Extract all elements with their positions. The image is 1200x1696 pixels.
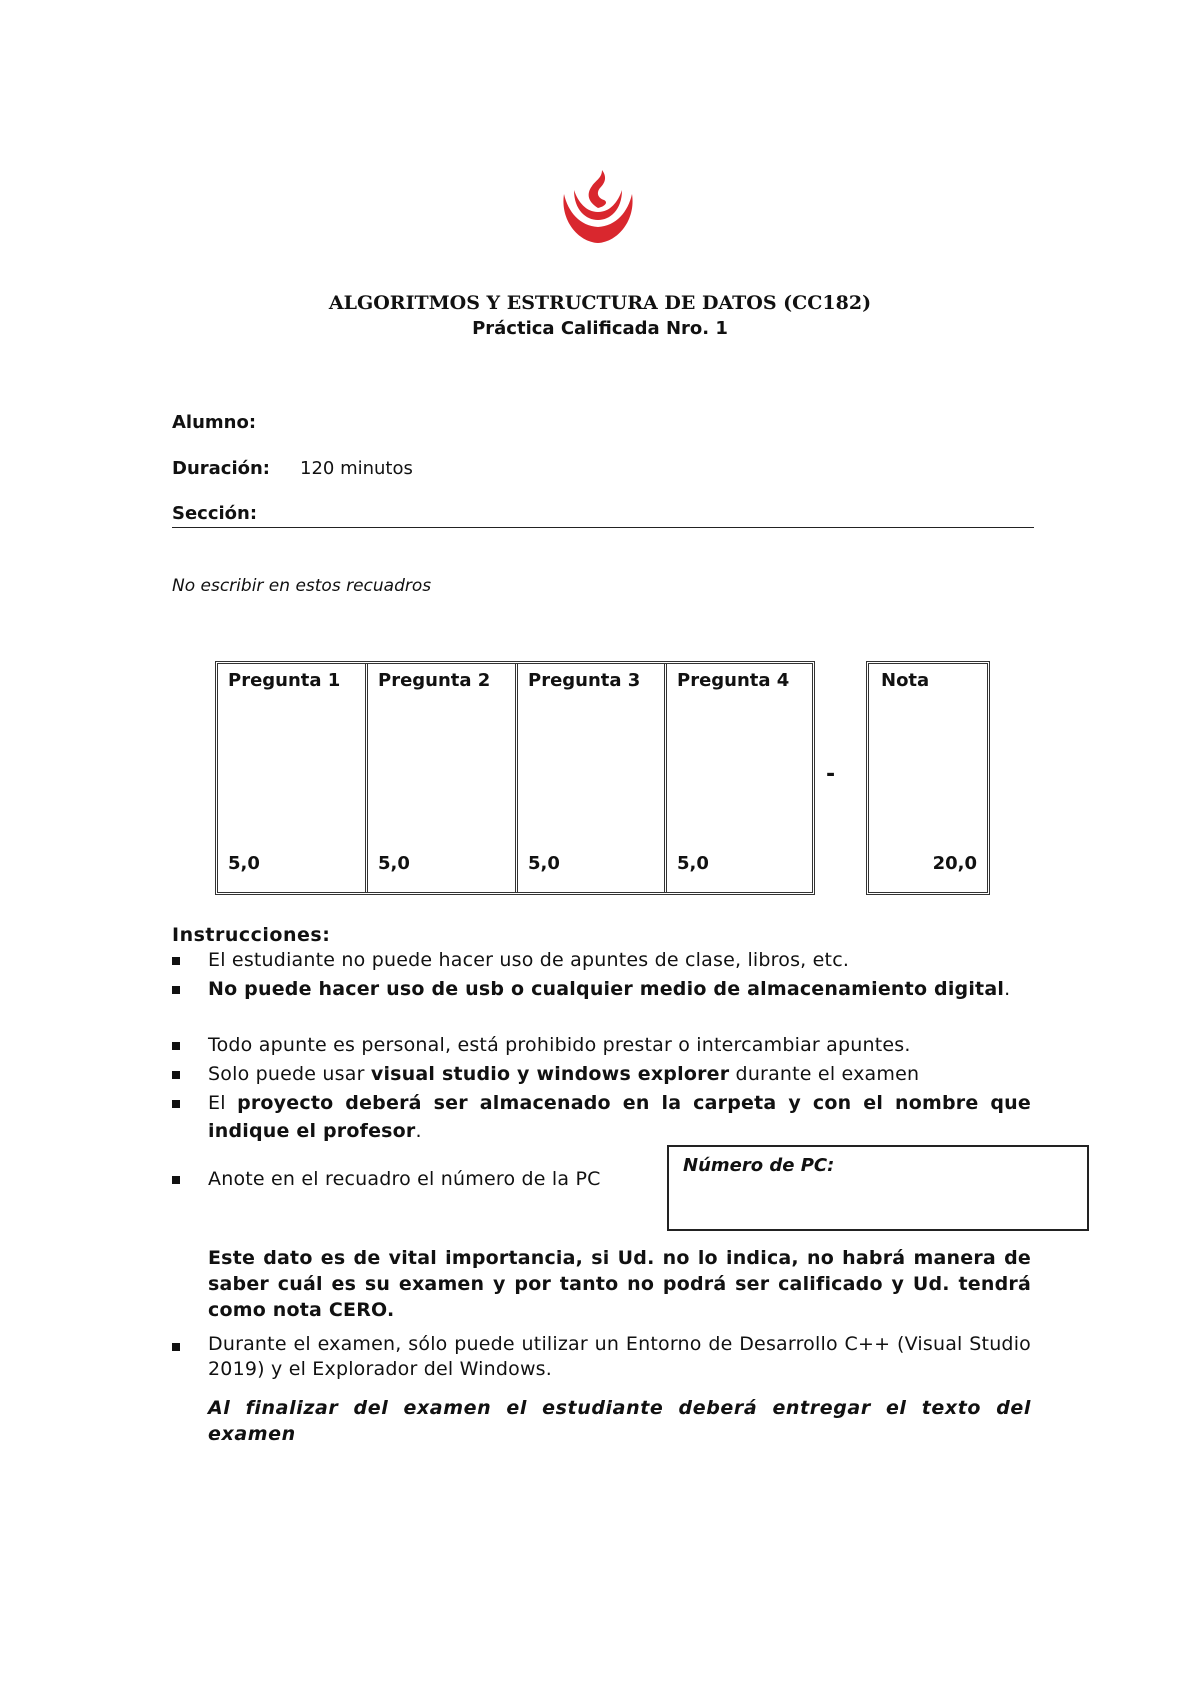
instruction-5-b: proyecto deberá ser almacenado en la carpeta y con el nombre que indique el profesor (208, 1092, 1031, 1142)
bullet-icon (172, 957, 180, 965)
instruction-2-bold: No puede hacer uso de usb o cualquier medio de almacenamiento digital (208, 978, 1005, 1000)
instruction-2-end: . (1004, 978, 1011, 1000)
pc-number-label: Número de PC: (683, 1155, 835, 1176)
instruction-2 (208, 975, 1031, 1003)
question-points: 5,0 (228, 853, 260, 874)
instruction-1: El estudiante no puede hacer uso de apuntes de clase, libros, etc. (208, 949, 850, 971)
bullet-icon (172, 1042, 180, 1050)
pc-number-box[interactable] (667, 1145, 1089, 1231)
question-label: Pregunta 4 (677, 670, 790, 691)
question-label: Pregunta 3 (528, 670, 641, 691)
duration-value: 120 minutos (300, 458, 413, 479)
student-label: Alumno: (172, 412, 257, 433)
question-label: Pregunta 1 (228, 670, 341, 691)
grade-box[interactable] (866, 661, 990, 895)
bullet-icon (172, 986, 180, 994)
instructions-title: Instrucciones: (172, 924, 331, 946)
bullet-icon (172, 1176, 180, 1184)
bullet-icon (172, 1100, 180, 1108)
instruction-4-b: visual studio y windows explorer (370, 1063, 730, 1085)
instruction-3: Todo apunte es personal, está prohibido prestar o intercambiar apuntes. (208, 1034, 911, 1056)
instruction-4-c: durante el examen (729, 1063, 920, 1085)
score-table (215, 661, 815, 895)
duration-label: Duración: (172, 458, 270, 479)
score-cell-q3[interactable] (515, 664, 665, 892)
no-write-note: No escribir en estos recuadros (172, 576, 432, 596)
instruction-7: Durante el examen, sólo puede utilizar un Entorno de Desarrollo C++ (Visual Studio 2019) y el Explorador del Windows. (208, 1333, 1031, 1380)
bullet-icon (172, 1343, 180, 1351)
instruction-4-a: Solo puede usar (208, 1063, 371, 1085)
question-points: 5,0 (378, 853, 410, 874)
question-label: Pregunta 2 (378, 670, 491, 691)
final-note: Al finalizar del examen el estudiante deberá entregar el texto del examen (208, 1397, 1031, 1445)
grade-label: Nota (881, 670, 930, 691)
instruction-6: Anote en el recuadro el número de la PC (208, 1168, 601, 1190)
exam-title: Práctica Calificada Nro. 1 (472, 318, 728, 339)
score-cell-q4[interactable] (664, 664, 812, 892)
warning-text: Este dato es de vital importancia, si Ud. no lo indica, no habrá manera de saber cuál es su examen y por tanto no podrá ser calificado y Ud. tendrá como nota CERO. (208, 1247, 1031, 1321)
instruction-5 (208, 1089, 1031, 1145)
instruction-5-c: . (415, 1120, 422, 1142)
course-title: ALGORITMOS Y ESTRUCTURA DE DATOS (CC182) (328, 292, 872, 314)
bullet-icon (172, 1071, 180, 1079)
instruction-5-a: El (208, 1092, 238, 1114)
upc-logo-icon (558, 168, 638, 248)
section-underline (172, 527, 1034, 528)
question-points: 5,0 (528, 853, 560, 874)
grade-points: 20,0 (932, 853, 977, 874)
instruction-4 (208, 1060, 1031, 1088)
question-points: 5,0 (677, 853, 709, 874)
score-cell-q2[interactable] (365, 664, 515, 892)
score-cell-q1[interactable] (218, 664, 368, 892)
section-label: Sección: (172, 503, 258, 524)
score-separator: - (826, 762, 836, 787)
